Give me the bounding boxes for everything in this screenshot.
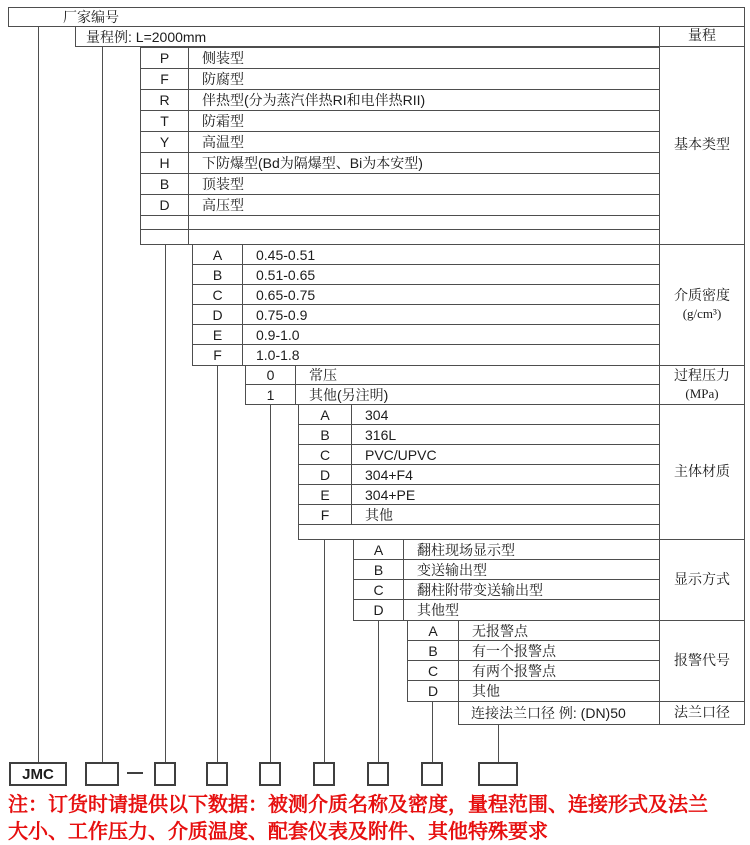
table-row [141, 90, 659, 111]
section-display [353, 539, 660, 621]
code-cell: D [193, 305, 243, 324]
desc-cell: 其他 [365, 506, 393, 523]
section-alarm [407, 620, 660, 702]
code-cell: D [141, 195, 189, 215]
manufacturer-box [8, 7, 745, 27]
table-row [354, 540, 659, 560]
table-row [299, 465, 659, 485]
empty-row [141, 230, 659, 244]
desc-cell: 无报警点 [472, 622, 528, 639]
desc-cell: 翻柱附带变送输出型 [417, 581, 543, 598]
table-row [141, 153, 659, 174]
code-cell: Y [141, 132, 189, 152]
section-material [298, 404, 660, 540]
label-material: 主体材质 [674, 464, 730, 480]
label-cell-alarm [660, 621, 745, 702]
table-row [299, 405, 659, 425]
empty-row [141, 216, 659, 230]
code-cell: B [354, 560, 404, 579]
desc-cell: 伴热型(分为蒸汽伴热RI和电伴热RII) [202, 92, 426, 108]
code-box-range [85, 762, 119, 786]
ordering-footnote [8, 792, 746, 845]
table-row [246, 385, 659, 404]
code-cell: B [141, 174, 189, 194]
desc-cell: PVC/UPVC [365, 446, 437, 463]
desc-cell: 0.45-0.51 [256, 246, 316, 263]
label-display: 显示方式 [674, 572, 730, 588]
code-cell: H [141, 153, 189, 173]
desc-cell: 304 [365, 406, 389, 423]
table-row [193, 245, 659, 265]
table-row [193, 265, 659, 285]
label-basic-type: 基本类型 [674, 138, 730, 153]
manufacturer-label: 厂家编号 [63, 9, 119, 25]
table-row [193, 345, 659, 365]
code-cell: D [408, 681, 459, 701]
flange-note-row [458, 701, 660, 725]
table-row [141, 69, 659, 90]
code-cell: A [193, 245, 243, 264]
desc-cell: 0.9-1.0 [256, 326, 300, 343]
table-row [141, 111, 659, 132]
label-cell-range [660, 26, 745, 47]
model-prefix-label: JMC [22, 765, 54, 783]
footnote-line-1: 注：订货时请提供以下数据：被测介质名称及密度，量程范围、连接形式及法兰 [8, 794, 708, 816]
code-cell: R [141, 90, 189, 110]
table-row [299, 425, 659, 445]
leader-line-flange [498, 725, 499, 762]
code-cell: A [354, 540, 404, 559]
table-row [141, 195, 659, 216]
flange-note-label: 连接法兰口径 例: (DN)50 [471, 705, 626, 721]
code-cell: F [299, 505, 352, 524]
code-cell: C [408, 661, 459, 680]
code-box-material [313, 762, 335, 786]
code-cell: B [299, 425, 352, 444]
code-cell [141, 216, 189, 229]
label-alarm: 报警代号 [674, 653, 730, 669]
code-cell: P [141, 48, 189, 68]
table-row [408, 621, 659, 641]
desc-cell: 有两个报警点 [472, 662, 556, 679]
desc-cell: 304+PE [365, 486, 416, 503]
desc-cell: 0.51-0.65 [256, 266, 316, 283]
table-row [408, 641, 659, 661]
desc-cell: 侧装型 [202, 50, 244, 66]
label-cell-display [660, 540, 745, 621]
desc-cell: 316L [365, 426, 397, 443]
leader-line-range [102, 47, 103, 762]
code-cell: A [408, 621, 459, 640]
empty-row [299, 525, 659, 539]
code-cell: 1 [246, 385, 296, 404]
code-cell: F [141, 69, 189, 89]
code-cell: D [299, 465, 352, 484]
label-flange: 法兰口径 [674, 705, 730, 721]
table-row [354, 560, 659, 580]
range-box [75, 26, 660, 47]
table-row [408, 681, 659, 701]
desc-cell: 下防爆型(Bd为隔爆型、Bi为本安型) [202, 155, 423, 171]
leader-line-manufacturer [38, 26, 39, 762]
label-density: 介质密度 [674, 289, 730, 304]
leader-line-alarm [432, 702, 433, 762]
code-cell: C [299, 445, 352, 464]
desc-cell: 翻柱现场显示型 [417, 541, 515, 558]
code-box-pressure [259, 762, 281, 786]
desc-cell: 其他(另注明) [309, 386, 389, 403]
desc-cell: 0.75-0.9 [256, 306, 308, 323]
desc-cell: 1.0-1.8 [256, 347, 300, 363]
leader-line-material [324, 540, 325, 762]
table-row [141, 174, 659, 195]
desc-cell [189, 216, 659, 229]
desc-cell: 有一个报警点 [472, 642, 556, 659]
section-density [192, 244, 660, 366]
table-row [408, 661, 659, 681]
code-cell: T [141, 111, 189, 131]
label-pressure: 过程压力 [674, 369, 730, 384]
code-box-alarm [421, 762, 443, 786]
code-cell: C [354, 580, 404, 599]
range-example-label: 量程例: L=2000mm [86, 28, 207, 45]
desc-cell [189, 230, 659, 244]
desc-cell: 0.65-0.75 [256, 286, 316, 303]
leader-line-basic-type [165, 245, 166, 762]
code-cell: F [193, 345, 243, 365]
code-cell: A [299, 405, 352, 424]
code-cell: E [299, 485, 352, 504]
model-prefix-box [9, 762, 67, 786]
footnote-line-2: 大小、工作压力、介质温度、配套仪表及附件、其他特殊要求 [8, 821, 548, 843]
table-row [354, 580, 659, 600]
leader-line-pressure [270, 405, 271, 762]
table-row [299, 505, 659, 525]
desc-cell: 高温型 [202, 134, 244, 150]
desc-cell: 其他型 [417, 602, 459, 618]
code-cell: C [193, 285, 243, 304]
table-row [246, 366, 659, 385]
desc-cell [299, 525, 659, 539]
code-box-basic-type [154, 762, 176, 786]
code-box-density [206, 762, 228, 786]
code-cell: B [408, 641, 459, 660]
leader-line-display [378, 621, 379, 762]
desc-cell: 防腐型 [202, 71, 244, 87]
code-cell: D [354, 600, 404, 620]
table-row [354, 600, 659, 620]
table-row [299, 445, 659, 465]
code-cell: B [193, 265, 243, 284]
label-cell-flange [660, 702, 745, 725]
code-box-flange [478, 762, 518, 786]
label-density-unit: (g/cm³) [682, 306, 722, 321]
section-basic-type [140, 47, 660, 245]
table-row [299, 485, 659, 505]
label-range: 量程 [688, 29, 716, 44]
table-row [141, 48, 659, 69]
code-cell [141, 230, 189, 244]
table-row [193, 305, 659, 325]
table-row [193, 325, 659, 345]
code-box-display [367, 762, 389, 786]
desc-cell: 变送输出型 [417, 561, 487, 578]
code-cell: 0 [246, 366, 296, 384]
leader-line-density [217, 366, 218, 762]
desc-cell: 防霜型 [202, 113, 244, 129]
desc-cell: 高压型 [202, 197, 244, 213]
dash-separator [127, 772, 143, 774]
label-pressure-unit: (MPa) [685, 386, 719, 401]
desc-cell: 顶装型 [202, 176, 244, 192]
label-cell-basic-type [660, 47, 745, 245]
table-row [141, 132, 659, 153]
code-cell: E [193, 325, 243, 344]
desc-cell: 常压 [309, 367, 337, 383]
desc-cell: 304+F4 [365, 466, 413, 483]
label-cell-density [660, 245, 745, 366]
label-cell-pressure [660, 366, 745, 405]
desc-cell: 其他 [472, 683, 500, 699]
table-row [193, 285, 659, 305]
section-pressure [245, 365, 660, 405]
label-cell-material [660, 405, 745, 540]
